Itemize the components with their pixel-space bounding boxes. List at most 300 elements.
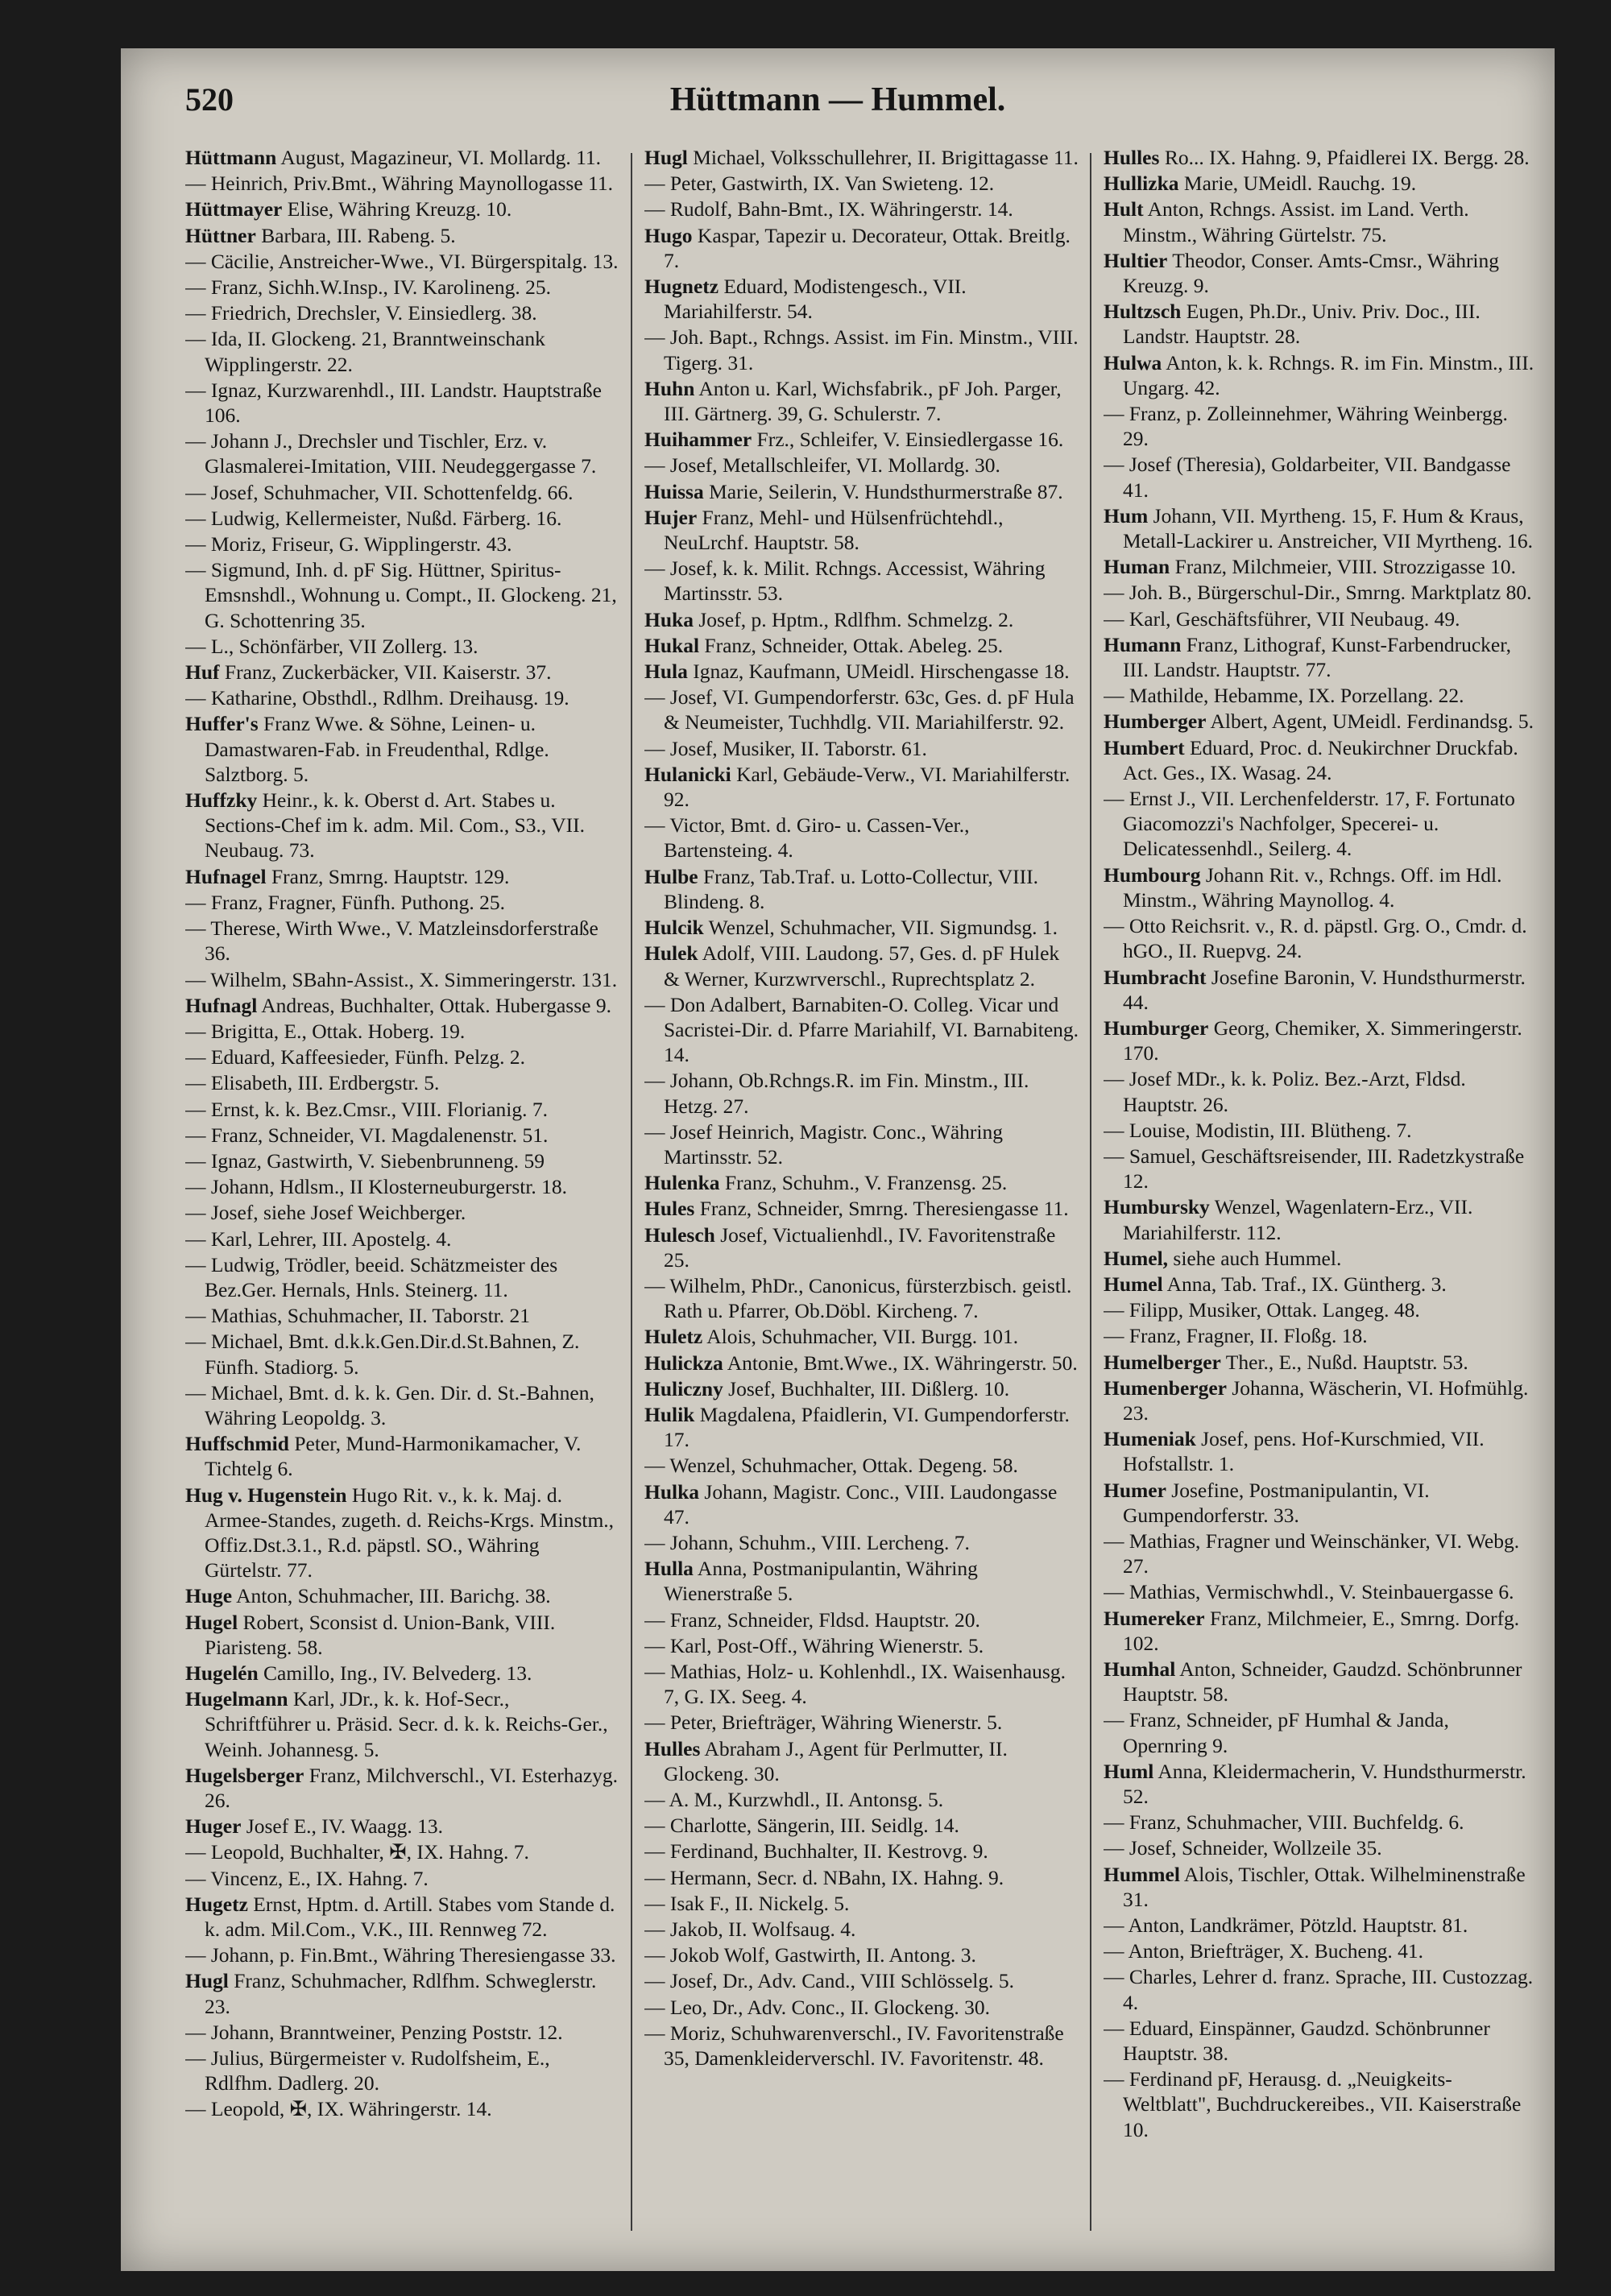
entry-details: — Rudolf, Bahn-Bmt., IX. Währingerstr. 14. bbox=[644, 197, 1013, 221]
entry-details: — Jakob, II. Wolfsaug. 4. bbox=[644, 1917, 856, 1942]
directory-entry bbox=[185, 916, 620, 966]
entry-details: — Victor, Bmt. d. Giro- u. Cassen-Ver., Bartensteing. 4. bbox=[644, 813, 970, 863]
entry-details: Anton, Schneider, Gaudzd. Schönbrunner Hauptstr. 58. bbox=[1123, 1657, 1522, 1706]
entry-details: — Johann, Schuhm., VIII. Lercheng. 7. bbox=[644, 1530, 970, 1554]
entry-details: — Johann, p. Fin.Bmt., Währing Theresiengasse 33. bbox=[185, 1943, 616, 1967]
directory-entry bbox=[644, 607, 1079, 632]
entry-details: — Johann J., Drechsler und Tischler, Erz. v. Glasmalerei-Imitation, VIII. Neudeggergasse 7. bbox=[185, 429, 597, 478]
directory-entry bbox=[185, 634, 620, 659]
entry-details: — Eduard, Einspänner, Gaudzd. Schönbrunner Hauptstr. 38. bbox=[1104, 2016, 1490, 2066]
entry-details: — Louise, Modistin, III. Blütheng. 7. bbox=[1104, 1118, 1412, 1142]
entry-surname: Hulka bbox=[644, 1479, 700, 1504]
directory-entry bbox=[1104, 1529, 1539, 1578]
entry-details: August, Magazineur, VI. Mollardg. 11. bbox=[280, 146, 602, 169]
entry-details: Wenzel, Schuhmacher, VII. Sigmundsg. 1. bbox=[708, 916, 1058, 940]
entry-details: Franz, Milchmeier, E., Smrng. Dorfg. 102. bbox=[1123, 1606, 1520, 1655]
entry-details: — Charlotte, Sängerin, III. Seidlg. 14. bbox=[644, 1814, 959, 1838]
directory-entry bbox=[1104, 1579, 1539, 1604]
directory-entry bbox=[644, 145, 1079, 170]
directory-entry bbox=[1104, 863, 1539, 912]
entry-surname: Hultzsch bbox=[1104, 300, 1182, 324]
entry-surname: Hummel bbox=[1104, 1862, 1180, 1886]
directory-entry bbox=[644, 1530, 1079, 1555]
directory-entry bbox=[644, 1659, 1079, 1709]
entry-details: — Vincenz, E., IX. Hahng. 7. bbox=[185, 1866, 429, 1890]
column-divider bbox=[631, 153, 632, 2231]
entry-details: Camillo, Ing., IV. Belvederg. 13. bbox=[263, 1661, 532, 1685]
entry-details: Elise, Währing Kreuzg. 10. bbox=[287, 197, 512, 221]
entry-surname: Humeniak bbox=[1104, 1427, 1196, 1451]
directory-entry bbox=[1104, 1426, 1539, 1476]
directory-entry bbox=[644, 685, 1079, 734]
directory-entry bbox=[1104, 1350, 1539, 1375]
entry-surname: Hulickza bbox=[644, 1351, 723, 1375]
entry-surname: Hujer bbox=[644, 505, 698, 529]
directory-entry bbox=[644, 1170, 1079, 1195]
entry-surname: Hufnagel bbox=[185, 864, 267, 888]
entry-surname: Hufnagl bbox=[185, 993, 258, 1017]
directory-entry bbox=[185, 1968, 620, 2018]
entry-details: — Ignaz, Gastwirth, V. Siebenbrunneng. 59 bbox=[185, 1148, 545, 1173]
directory-entry bbox=[1104, 401, 1539, 451]
directory-entry bbox=[644, 1376, 1079, 1401]
entry-details: — Franz, Sichh.W.Insp., IV. Karolineng. 25. bbox=[185, 275, 551, 300]
entry-surname: Hules bbox=[644, 1197, 695, 1221]
directory-entry bbox=[1104, 786, 1539, 862]
entry-details: Anton, k. k. Rchngs. R. im Fin. Minstm., III. Ungarg. 42. bbox=[1123, 350, 1534, 399]
entry-details: — Mathias, Vermischwhdl., V. Steinbauergasse 6. bbox=[1104, 1580, 1514, 1604]
entry-surname: Hugel bbox=[185, 1610, 238, 1634]
directory-entry bbox=[1104, 580, 1539, 605]
directory-entry bbox=[644, 171, 1079, 196]
entry-details: — Leopold, ✠, IX. Währingerstr. 14. bbox=[185, 2097, 492, 2121]
entry-details: — Anton, Landkrämer, Pötzld. Hauptstr. 81. bbox=[1104, 1913, 1468, 1938]
entry-details: — Josef, Musiker, II. Taborstr. 61. bbox=[644, 736, 927, 760]
directory-entry bbox=[1104, 965, 1539, 1015]
entry-details: — Josef, Schuhmacher, VII. Schottenfeldg. 66. bbox=[185, 480, 574, 504]
running-title: Hüttmann — Hummel. bbox=[669, 81, 1006, 118]
entry-details: Franz, Tab.Traf. u. Lotto-Collectur, VIII. Blindeng. 8. bbox=[664, 864, 1038, 913]
directory-entry bbox=[644, 1196, 1079, 1221]
directory-entry bbox=[185, 300, 620, 325]
entry-surname: Humberger bbox=[1104, 709, 1207, 734]
entry-surname: Hultier bbox=[1104, 248, 1168, 272]
entry-surname: Humelberger bbox=[1104, 1350, 1221, 1374]
directory-entry bbox=[185, 506, 620, 531]
directory-entry bbox=[185, 378, 620, 428]
directory-entry bbox=[1104, 1297, 1539, 1322]
directory-entry bbox=[1104, 709, 1539, 734]
entry-details: Franz, Milchverschl., VI. Esterhazyg. 26. bbox=[205, 1763, 619, 1812]
entry-details: Michael, Volksschullehrer, II. Brigittagasse 11. bbox=[693, 146, 1079, 169]
entry-details: — Josef, Dr., Adv. Cand., VIII Schlösselg. 5. bbox=[644, 1969, 1014, 1993]
entry-details: — Michael, Bmt. d. k. k. Gen. Dir. d. St.-Bahnen, Währing Leopoldg. 3. bbox=[185, 1380, 594, 1429]
directory-entry bbox=[185, 1097, 620, 1122]
entry-details: Frz., Schleifer, V. Einsiedlergasse 16. bbox=[756, 428, 1064, 452]
entry-surname: Hug v. Hugenstein bbox=[185, 1483, 347, 1507]
directory-entry bbox=[185, 788, 620, 863]
directory-entry bbox=[644, 479, 1079, 504]
directory-entry bbox=[185, 1174, 620, 1199]
directory-entry bbox=[185, 1227, 620, 1251]
directory-entry bbox=[644, 1995, 1079, 2020]
entry-details: Johann, VII. Myrtheng. 15, F. Hum & Kraus, Metall-Lackirer u. Anstreicher, VII Myrtheng. 16. bbox=[1123, 503, 1534, 553]
entry-details: — Charles, Lehrer d. franz. Sprache, III. Custozzag. 4. bbox=[1104, 1965, 1534, 2014]
directory-entry bbox=[644, 1324, 1079, 1349]
entry-details: Josef, Victualienhdl., IV. Favoritenstraße 25. bbox=[664, 1222, 1056, 1272]
entry-details: — Karl, Geschäftsführer, VII Neubaug. 49. bbox=[1104, 606, 1460, 631]
directory-entry bbox=[1104, 1194, 1539, 1244]
entry-surname: Hullizka bbox=[1104, 172, 1179, 196]
entry-surname: Hugl bbox=[644, 146, 688, 169]
entry-surname: Hugnetz bbox=[644, 275, 719, 299]
directory-entry bbox=[185, 2046, 620, 2095]
directory-entry bbox=[644, 1222, 1079, 1272]
directory-entry bbox=[644, 197, 1079, 221]
directory-entry bbox=[644, 1813, 1079, 1838]
entry-details: — Johann, Ob.Rchngs.R. im Fin. Minstm., III. Hetzg. 27. bbox=[644, 1069, 1029, 1118]
directory-entry bbox=[1104, 1759, 1539, 1809]
entry-details: Ernst, Hptm. d. Artill. Stabes vom Stande d. k. adm. Mil.Com., V.K., III. Rennweg 72. bbox=[205, 1892, 615, 1942]
directory-entry bbox=[644, 1633, 1079, 1658]
column-1 bbox=[185, 145, 620, 2239]
directory-entry bbox=[1104, 683, 1539, 708]
entry-details: — Franz, Schneider, VI. Magdalenenstr. 51. bbox=[185, 1123, 549, 1147]
entry-surname: Hugelén bbox=[185, 1661, 259, 1685]
directory-entry bbox=[644, 1273, 1079, 1323]
directory-entry bbox=[1104, 1118, 1539, 1143]
directory-entry bbox=[1104, 913, 1539, 963]
entry-surname: Hulla bbox=[644, 1557, 694, 1581]
directory-entry bbox=[1104, 1066, 1539, 1116]
directory-entry bbox=[1104, 452, 1539, 502]
directory-entry bbox=[644, 376, 1079, 426]
directory-entry bbox=[1104, 1938, 1539, 1963]
entry-details: Eugen, Ph.Dr., Univ. Priv. Doc., III. Landstr. Hauptstr. 28. bbox=[1123, 300, 1481, 349]
directory-entry bbox=[1104, 1964, 1539, 2014]
entry-surname: Humenberger bbox=[1104, 1376, 1227, 1400]
entry-details: — Peter, Briefträger, Währing Wienerstr. 5. bbox=[644, 1711, 1003, 1735]
entry-surname: Hulbe bbox=[644, 864, 698, 888]
entry-details: — Don Adalbert, Barnabiten-O. Colleg. Vicar und Sacristei-Dir. d. Pfarre Mariahilf, VI. Barnabiteng. 14. bbox=[644, 992, 1079, 1067]
directory-entry bbox=[185, 1329, 620, 1379]
entry-details: — Mathias, Schuhmacher, II. Taborstr. 21 bbox=[185, 1304, 531, 1328]
entry-surname: Huissa bbox=[644, 479, 704, 503]
entry-details: Adolf, VIII. Laudong. 57, Ges. d. pF Hulek & Werner, Kurzwrverschl., Ruprechtsplatz 2. bbox=[664, 941, 1060, 991]
directory-entry bbox=[185, 1303, 620, 1328]
entry-details: — Joh. Bapt., Rchngs. Assist. im Fin. Minstm., VIII. Tigerg. 31. bbox=[644, 325, 1079, 374]
entry-details: — Michael, Bmt. d.k.k.Gen.Dir.d.St.Bahnen, Z. Fünfh. Stadiorg. 5. bbox=[185, 1330, 580, 1379]
entry-surname: Huge bbox=[185, 1584, 233, 1608]
entry-surname: Huihammer bbox=[644, 428, 752, 452]
entry-details: — Ferdinand, Buchhalter, II. Kestrovg. 9. bbox=[644, 1839, 988, 1864]
directory-entry bbox=[644, 556, 1079, 606]
entry-details: Franz, Schuhmacher, Rdlfhm. Schweglerstr. 23. bbox=[205, 1969, 597, 2018]
directory-entry bbox=[1104, 2066, 1539, 2142]
entry-surname: Hukal bbox=[644, 633, 700, 657]
directory-page bbox=[121, 48, 1555, 2271]
entry-details: — A. M., Kurzwhdl., II. Antonsg. 5. bbox=[644, 1788, 944, 1811]
entry-details: Albert, Agent, UMeidl. Ferdinandsg. 5. bbox=[1210, 709, 1534, 734]
entry-details: Theodor, Conser. Amts-Cmsr., Währing Kreuzg. 9. bbox=[1123, 248, 1500, 298]
entry-details: — Otto Reichsrit. v., R. d. päpstl. Grg. O., Cmdr. d. hGO., II. Ruepvg. 24. bbox=[1104, 914, 1527, 963]
entry-surname: Huffschmid bbox=[185, 1432, 289, 1456]
directory-entry bbox=[185, 993, 620, 1018]
entry-details: Franz Wwe. & Söhne, Leinen- u. Damastwaren-Fab. in Freudenthal, Rdlge. Salztborg. 5. bbox=[205, 712, 549, 786]
entry-details: Wenzel, Wagenlatern-Erz., VII. Mariahilferstr. 112. bbox=[1123, 1195, 1473, 1244]
entry-surname: Hüttmann bbox=[185, 146, 277, 169]
entry-details: — Cäcilie, Anstreicher-Wwe., VI. Bürgerspitalg. 13. bbox=[185, 249, 619, 273]
directory-entry bbox=[185, 532, 620, 556]
entry-details: — Wilhelm, PhDr., Canonicus, fürsterzbisch. geistl. Rath u. Pfarrer, Ob.Döbl. Kircheng. 7. bbox=[644, 1273, 1072, 1323]
entry-details: — Josef, Schneider, Wollzeile 35. bbox=[1104, 1836, 1382, 1860]
directory-entry bbox=[1104, 1246, 1539, 1271]
directory-entry bbox=[1104, 1913, 1539, 1938]
entry-details: — Samuel, Geschäftsreisender, III. Radetzkystraße 12. bbox=[1104, 1144, 1525, 1194]
entry-surname: Humhal bbox=[1104, 1657, 1176, 1681]
entry-surname: Hugelsberger bbox=[185, 1763, 304, 1787]
directory-entry bbox=[644, 1917, 1079, 1942]
entry-details: Anna, Postmanipulantin, Währing Wienerstraße 5. bbox=[664, 1557, 978, 1606]
entry-details: — Ernst, k. k. Bez.Cmsr., VIII. Florianig. 7. bbox=[185, 1097, 548, 1121]
entry-details: — Joh. B., Bürgerschul-Dir., Smrng. Marktplatz 80. bbox=[1104, 581, 1532, 605]
entry-details: — Leo, Dr., Adv. Conc., II. Glockeng. 30. bbox=[644, 1995, 990, 2019]
entry-details: — Sigmund, Inh. d. pF Sig. Hüttner, Spiritus-Emsnshdl., Wohnung u. Compt., II. Glockeng. 21, G. Schottenring 35. bbox=[185, 558, 617, 632]
directory-entry bbox=[185, 480, 620, 505]
entry-details: Johanna, Wäscherin, VI. Hofmühlg. 23. bbox=[1123, 1376, 1529, 1425]
entry-details: Franz, Mehl- und Hülsenfrüchtehdl., NeuLrchf. Hauptstr. 58. bbox=[664, 505, 1004, 555]
directory-entry bbox=[644, 1736, 1079, 1786]
directory-entry bbox=[644, 1891, 1079, 1916]
directory-entry bbox=[644, 1865, 1079, 1890]
directory-entry bbox=[185, 1583, 620, 1608]
entry-details: — Josef, Metallschleifer, VI. Mollardg. 30. bbox=[644, 453, 1000, 478]
entry-surname: Humer bbox=[1104, 1478, 1166, 1502]
entry-details: Josefine Baronin, V. Hundsthurmerstr. 44. bbox=[1123, 965, 1526, 1014]
directory-entry bbox=[185, 275, 620, 300]
entry-details: Georg, Chemiker, X. Simmeringerstr. 170. bbox=[1123, 1016, 1522, 1065]
directory-entry bbox=[1104, 1144, 1539, 1194]
directory-entry bbox=[185, 1380, 620, 1430]
entry-details: — Heinrich, Priv.Bmt., Währing Maynollogasse 11. bbox=[185, 172, 613, 196]
entry-surname: Huhn bbox=[644, 376, 695, 400]
entry-details: Alois, Schuhmacher, VII. Burgg. 101. bbox=[706, 1325, 1019, 1349]
entry-surname: Humbursky bbox=[1104, 1195, 1210, 1219]
entry-details: — Johann, Branntweiner, Penzing Poststr. 12. bbox=[185, 2020, 563, 2044]
directory-entry bbox=[1104, 554, 1539, 579]
directory-entry bbox=[644, 505, 1079, 555]
directory-entry bbox=[644, 1479, 1079, 1529]
directory-entry bbox=[644, 1119, 1079, 1169]
directory-entry bbox=[1104, 248, 1539, 298]
directory-entry bbox=[1104, 1016, 1539, 1065]
directory-entry bbox=[1104, 1606, 1539, 1656]
entry-details: Eduard, Proc. d. Neukirchner Druckfab. Act. Ges., IX. Wasag. 24. bbox=[1123, 735, 1518, 784]
entry-surname: Hulenka bbox=[644, 1171, 720, 1195]
entry-surname: Huffzky bbox=[185, 788, 258, 813]
entry-surname: Humereker bbox=[1104, 1606, 1205, 1630]
directory-entry bbox=[185, 967, 620, 992]
directory-entry bbox=[644, 1968, 1079, 1993]
entry-details: Johann, Magistr. Conc., VIII. Laudongasse 47. bbox=[664, 1479, 1058, 1529]
entry-details: — Hermann, Secr. d. NBahn, IX. Hahng. 9. bbox=[644, 1865, 1004, 1889]
entry-details: — Julius, Bürgermeister v. Rudolfsheim, E., Rdlfhm. Dadlerg. 20. bbox=[185, 2046, 550, 2095]
directory-entry bbox=[185, 1661, 620, 1686]
entry-details: — Ignaz, Kurzwarenhdl., III. Landstr. Hauptstraße 106. bbox=[185, 378, 602, 428]
directory-entry bbox=[185, 1252, 620, 1302]
directory-entry bbox=[1104, 606, 1539, 631]
entry-details: — Josef, VI. Gumpendorferstr. 63c, Ges. d. pF Hula & Neumeister, Tuchhdlg. VII. Mariahilferstr. 92. bbox=[644, 685, 1075, 734]
entry-details: Franz, Milchmeier, VIII. Strozzigasse 10. bbox=[1174, 555, 1516, 579]
entry-details: siehe auch Hummel. bbox=[1173, 1246, 1342, 1270]
entry-details: — Franz, Schneider, pF Humhal & Janda, Opernring 9. bbox=[1104, 1708, 1449, 1757]
directory-entry bbox=[644, 762, 1079, 812]
directory-entry bbox=[185, 223, 620, 248]
entry-surname: Hugelmann bbox=[185, 1687, 288, 1711]
entry-details: Robert, Sconsist d. Union-Bank, VIII. Piaristeng. 58. bbox=[205, 1610, 556, 1659]
column-2 bbox=[644, 145, 1079, 2239]
directory-entry bbox=[185, 1763, 620, 1813]
entry-details: — Franz, Fragner, Fünfh. Puthong. 25. bbox=[185, 890, 506, 914]
entry-details: Anna, Kleidermacherin, V. Hundsthurmerstr. 52. bbox=[1123, 1759, 1526, 1808]
entry-details: Josef, pens. Hof-Kurschmied, VII. Hofstallstr. 1. bbox=[1123, 1427, 1485, 1476]
entry-details: Eduard, Modistengesch., VII. Mariahilferstr. 54. bbox=[664, 275, 967, 324]
entry-details: Hugo Rit. v., k. k. Maj. d. Armee-Standes, zugeth. d. Reichs-Krgs. Minstm., Offiz.Dst.3.1., R.d. päpstl. SO., Währing Gürtelstr. 77. bbox=[205, 1483, 615, 1582]
directory-entry bbox=[1104, 632, 1539, 682]
entry-surname: Hulwa bbox=[1104, 350, 1162, 374]
entry-details: Karl, JDr., k. k. Hof-Secr., Schriftführer u. Präsid. Secr. d. k. k. Reichs-Ger., Weinh. Johannesg. 5. bbox=[205, 1687, 608, 1761]
entry-details: Ignaz, Kaufmann, UMeidl. Hirschengasse 18. bbox=[693, 660, 1070, 684]
entry-details: Franz, Schuhm., V. Franzensg. 25. bbox=[724, 1171, 1008, 1195]
directory-entry bbox=[644, 1556, 1079, 1606]
entry-details: Karl, Gebäude-Verw., VI. Mariahilferstr. 92. bbox=[664, 762, 1071, 812]
entry-surname: Huml bbox=[1104, 1759, 1154, 1783]
directory-entry bbox=[644, 992, 1079, 1068]
directory-entry bbox=[644, 1942, 1079, 1967]
directory-entry bbox=[644, 941, 1079, 991]
entry-details: Anna, Tab. Traf., IX. Güntherg. 3. bbox=[1166, 1272, 1447, 1296]
directory-entry bbox=[644, 1710, 1079, 1735]
entry-details: — Franz, Schneider, Fldsd. Hauptstr. 20. bbox=[644, 1607, 980, 1632]
entry-details: Ther., E., Nußd. Hauptstr. 53. bbox=[1225, 1350, 1468, 1374]
directory-entry bbox=[644, 1351, 1079, 1376]
directory-entry bbox=[1104, 1272, 1539, 1297]
entry-surname: Hula bbox=[644, 660, 688, 684]
directory-entry bbox=[644, 2021, 1079, 2071]
entry-surname: Huger bbox=[185, 1814, 242, 1839]
entry-surname: Humel, bbox=[1104, 1246, 1169, 1270]
directory-entry bbox=[185, 1610, 620, 1660]
entry-details: — L., Schönfärber, VII Zollerg. 13. bbox=[185, 634, 478, 658]
entry-details: Josef, p. Hptm., Rdlfhm. Schmelzg. 2. bbox=[698, 607, 1014, 631]
entry-details: — Franz, Fragner, II. Floßg. 18. bbox=[1104, 1324, 1368, 1348]
entry-details: — Mathias, Fragner und Weinschänker, VI. Webg. 27. bbox=[1104, 1529, 1520, 1578]
entry-details: — Ludwig, Trödler, beeid. Schätzmeister des Bez.Ger. Hernals, Hnls. Steinerg. 11. bbox=[185, 1252, 558, 1301]
directory-entry bbox=[1104, 145, 1539, 170]
entry-details: — Friedrich, Drechsler, V. Einsiedlerg. 38. bbox=[185, 301, 537, 325]
directory-entry bbox=[185, 326, 620, 376]
entry-details: Franz, Schneider, Ottak. Abeleg. 25. bbox=[704, 633, 1004, 657]
entry-details: — Anton, Briefträger, X. Bucheng. 41. bbox=[1104, 1939, 1423, 1963]
entry-details: Anton, Schuhmacher, III. Barichg. 38. bbox=[236, 1584, 551, 1608]
entry-details: Peter, Mund-Harmonikamacher, V. Tichtelg 6. bbox=[205, 1432, 582, 1481]
directory-entry bbox=[185, 1942, 620, 1967]
directory-entry bbox=[644, 453, 1079, 478]
entry-surname: Humbert bbox=[1104, 735, 1185, 759]
entry-surname: Humbracht bbox=[1104, 965, 1207, 989]
entry-surname: Hulek bbox=[644, 941, 698, 966]
entry-surname: Human bbox=[1104, 555, 1170, 579]
entry-details: — Josef Heinrich, Magistr. Conc., Währing Martinsstr. 52. bbox=[644, 1119, 1003, 1169]
directory-entry bbox=[644, 1607, 1079, 1632]
directory-entry bbox=[185, 660, 620, 685]
directory-entry bbox=[644, 864, 1079, 914]
entry-surname: Hugo bbox=[644, 223, 693, 247]
directory-entry bbox=[185, 1148, 620, 1173]
entry-details: — Karl, Post-Off., Währing Wienerstr. 5. bbox=[644, 1633, 984, 1657]
entry-details: — Josef, siehe Josef Weichberger. bbox=[185, 1201, 466, 1225]
entry-details: Josefine, Postmanipulantin, VI. Gumpendorferstr. 33. bbox=[1123, 1478, 1430, 1527]
directory-entry bbox=[185, 197, 620, 221]
entry-details: — Wilhelm, SBahn-Assist., X. Simmeringerstr. 131. bbox=[185, 967, 618, 991]
entry-surname: Hum bbox=[1104, 503, 1149, 527]
entry-details: — Katharine, Obsthdl., Rdlhm. Dreihausg. 19. bbox=[185, 686, 569, 710]
directory-entry bbox=[185, 428, 620, 478]
directory-entry bbox=[185, 1686, 620, 1762]
entry-surname: Hugetz bbox=[185, 1892, 248, 1916]
directory-entry bbox=[1104, 1707, 1539, 1757]
directory-entry bbox=[1104, 1323, 1539, 1348]
entry-details: — Josef (Theresia), Goldarbeiter, VII. Bandgasse 41. bbox=[1104, 453, 1511, 502]
entry-surname: Hulles bbox=[644, 1736, 701, 1760]
directory-entry bbox=[185, 1839, 620, 1864]
directory-entry bbox=[644, 915, 1079, 940]
entry-surname: Humbourg bbox=[1104, 863, 1201, 887]
directory-entry bbox=[644, 274, 1079, 324]
directory-entry bbox=[185, 1019, 620, 1044]
directory-entry bbox=[644, 223, 1079, 273]
entry-details: Franz, Lithograf, Kunst-Farbendrucker, III. Landstr. Hauptstr. 77. bbox=[1123, 632, 1512, 682]
directory-entry bbox=[1104, 1810, 1539, 1835]
entry-details: Kaspar, Tapezir u. Decorateur, Ottak. Breitlg. 7. bbox=[664, 223, 1071, 272]
entry-surname: Hult bbox=[1104, 197, 1144, 221]
entry-details: Johann Rit. v., Rchngs. Off. im Hdl. Minstm., Währing Maynollog. 4. bbox=[1123, 863, 1502, 912]
entry-details: — Brigitta, E., Ottak. Hoberg. 19. bbox=[185, 1019, 466, 1043]
column-divider bbox=[1090, 153, 1091, 2231]
directory-entry bbox=[1104, 197, 1539, 246]
entry-details: — Peter, Gastwirth, IX. Van Swieteng. 12. bbox=[644, 172, 995, 196]
entry-surname: Huletz bbox=[644, 1325, 703, 1349]
directory-entry bbox=[185, 890, 620, 915]
entry-details: Franz, Smrng. Hauptstr. 129. bbox=[271, 864, 510, 888]
entry-details: — Leopold, Buchhalter, ✠, IX. Hahng. 7. bbox=[185, 1840, 529, 1864]
entry-surname: Hüttmayer bbox=[185, 197, 283, 221]
directory-entry bbox=[644, 633, 1079, 658]
directory-entry bbox=[1104, 171, 1539, 196]
entry-details: Ro... IX. Hahng. 9, Pfaidlerei IX. Bergg. 28. bbox=[1164, 146, 1530, 169]
directory-entry bbox=[185, 249, 620, 274]
directory-entry bbox=[185, 685, 620, 710]
directory-entry bbox=[1104, 350, 1539, 400]
directory-entry bbox=[185, 145, 620, 170]
directory-entry bbox=[644, 1839, 1079, 1864]
entry-details: — Therese, Wirth Wwe., V. Matzleinsdorferstraße 36. bbox=[185, 916, 598, 966]
entry-details: — Josef MDr., k. k. Poliz. Bez.-Arzt, Fldsd. Hauptstr. 26. bbox=[1104, 1067, 1466, 1116]
directory-entry bbox=[185, 1070, 620, 1095]
entry-details: — Eduard, Kaffeesieder, Fünfh. Pelzg. 2. bbox=[185, 1045, 525, 1069]
directory-entry bbox=[644, 813, 1079, 863]
directory-entry bbox=[185, 1892, 620, 1942]
